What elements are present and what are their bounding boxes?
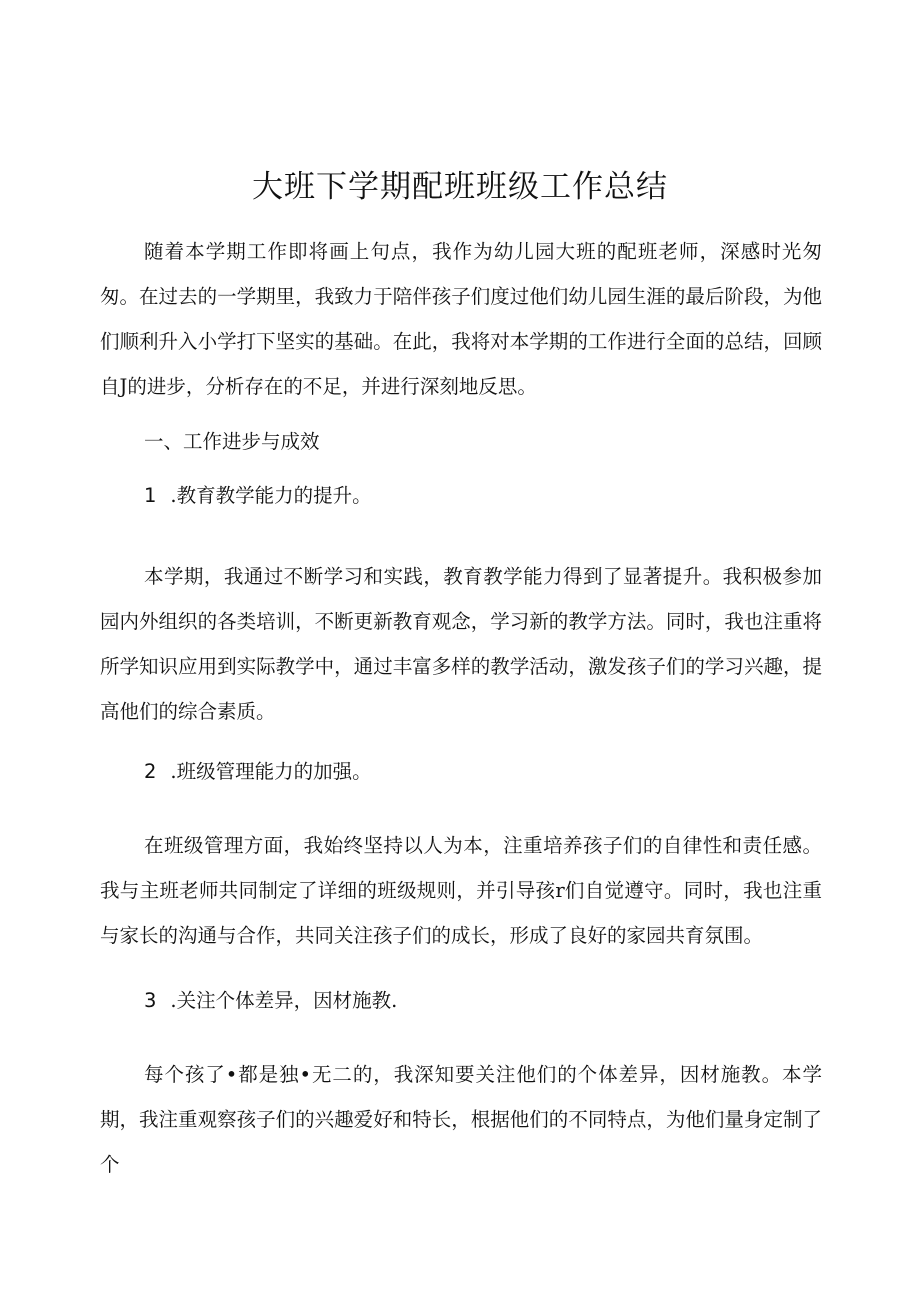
item-3-heading [144,978,397,1023]
item-1-title: .教育教学能力的提升。 [170,484,372,507]
item-3-title: .关注个体差异，因材施教. [170,989,398,1012]
document-title: 大班下学期配班班级工作总结 [252,168,668,205]
item-2-number: 2 [144,760,157,783]
item-3-number: 3 [144,989,157,1012]
item-2-title: .班级管理能力的加强。 [170,760,372,783]
intro-paragraph: 随着本学期工作即将画上句点，我作为幼儿园大班的配班老师，深感时光匆匆。在过去的一学期里，我致力于陪伴孩子们度过他们幼儿园生涯的最后阶段，为他们顺利升入小学打下坚实的基础。在此，我将对本学期的工作进行全面的总结，回顾自J的进步，分析存在的不足，并进行深刻地反思。 [100,240,822,398]
item-2-heading [144,749,372,794]
item-1-body: 本学期，我通过不断学习和实践，教育教学能力得到了显著提升。我积极参加园内外组织的各类培训，不断更新教育观念，学习新的教学方法。同时，我也注重将所学知识应用到实际教学中，通过丰富多样的教学活动，激发孩子们的学习兴趣，提高他们的综合素质。 [100,565,822,723]
item-3-body: 每个孩了•都是独•无二的，我深知要关注他们的个体差异，因材施教。本学期，我注重观察孩子们的兴趣爱好和特长，根据他们的不同特点，为他们量身定制了个 [100,1063,822,1176]
item-2-body: 在班级管理方面，我始终坚持以人为本，注重培养孩子们的自律性和责任感。我与主班老师共同制定了详细的班级规则，并引导孩r们自觉遵守。同时，我也注重与家长的沟通与合作，共同关注孩子们的成长，形成了良好的家园共育氛围。 [100,834,822,947]
section-heading: 一、工作进步与成效 [144,430,320,453]
item-1-number: 1 [144,484,157,507]
item-1-heading [144,473,372,518]
